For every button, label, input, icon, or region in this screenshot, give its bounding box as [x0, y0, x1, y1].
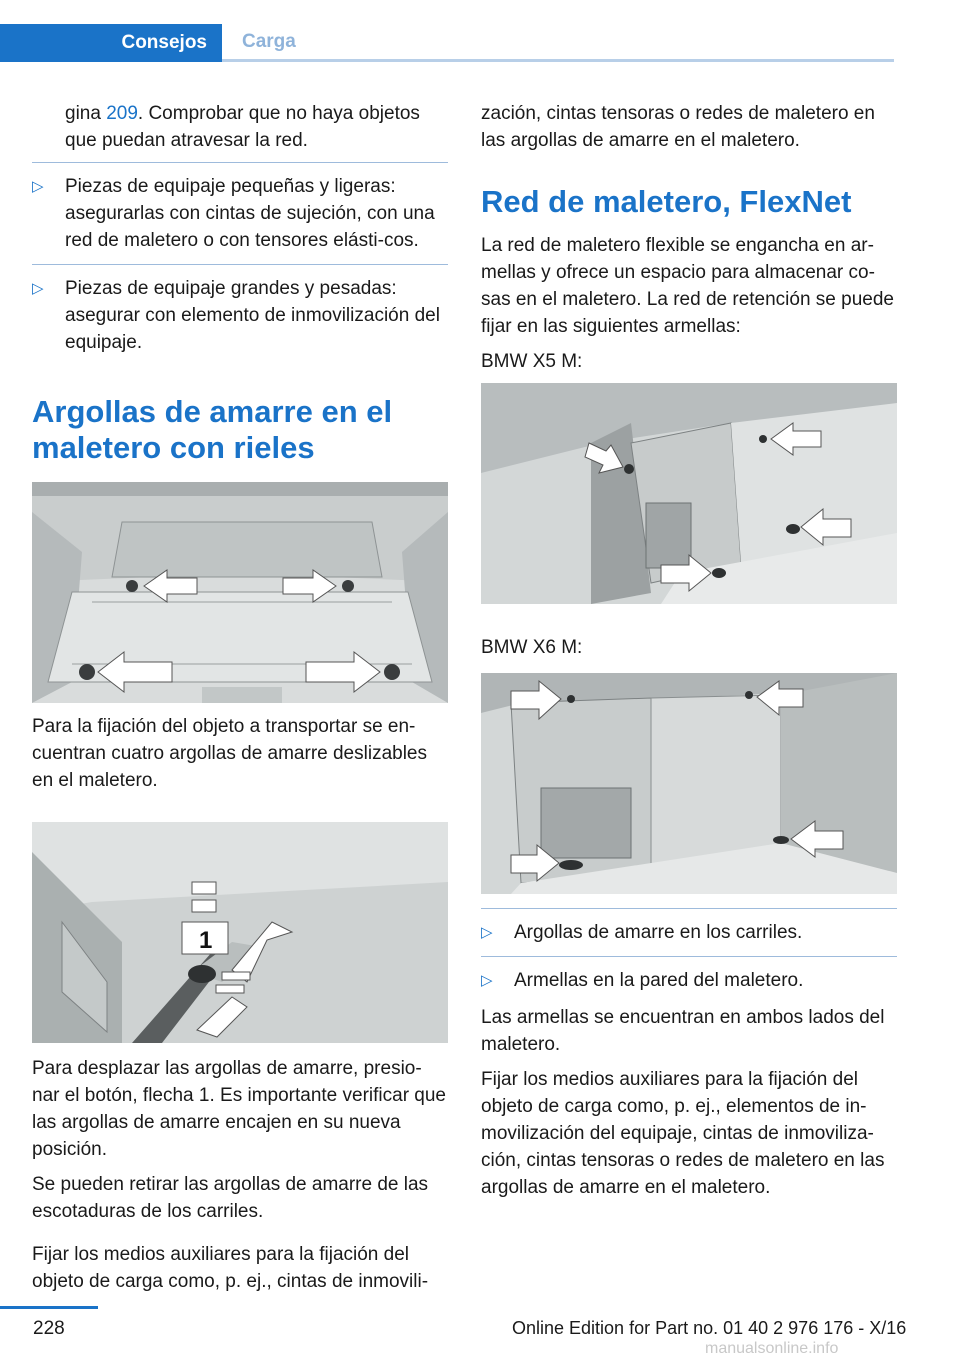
divider: [32, 162, 448, 163]
paragraph: Para desplazar las argollas de amarre, presio-nar el botón, flecha 1. Es importante verificar que las argollas de amarre encajen en su nueva posición.: [32, 1058, 447, 1160]
watermark: manualsonline.info: [705, 1340, 839, 1357]
edition-text: Online Edition for Part no. 01 40 2 976 176 - X/16: [512, 1318, 907, 1338]
page-link[interactable]: 209: [106, 103, 138, 124]
caption-x6: BMW X6 M:: [481, 637, 583, 658]
paragraph: Fijar los medios auxiliares para la fijación del objeto de carga como, p. ej., cintas de inmovili-: [32, 1244, 429, 1292]
page-number: 228: [33, 1318, 65, 1339]
triangle-bullet-icon: ▷: [32, 280, 44, 297]
trunk-lashing-eyes-image: [32, 482, 448, 703]
list-item: ▷ Piezas de equipaje pequeñas y ligeras: asegurarlas con cintas de sujeción, con una red de maletero o con tensores elásti-cos.: [32, 173, 448, 254]
tab-consejos[interactable]: Consejos: [0, 24, 222, 62]
divider: [32, 264, 448, 265]
footer-rule: [0, 1306, 98, 1309]
section-heading: Argollas de amarre en el maletero con rieles: [32, 394, 393, 465]
list-item: ▷ Argollas de amarre en los carriles.: [481, 919, 897, 946]
paragraph: Se pueden retirar las argollas de amarre de las escotaduras de los carriles.: [32, 1174, 429, 1222]
paragraph: La red de maletero flexible se engancha en ar-mellas y ofrece un espacio para almacenar co-sas en el maletero. La red de retención se puede fijar en las siguientes armellas:: [481, 235, 894, 337]
paragraph: Para la fijación del objeto a transportar se en-cuentran cuatro argollas de amarre deslizables en el maletero.: [32, 716, 427, 791]
triangle-bullet-icon: ▷: [32, 178, 44, 195]
rail-button-image: [32, 822, 448, 1043]
right-column: [481, 100, 897, 1209]
list-item: ▷ Piezas de equipaje grandes y pesadas: asegurar con elemento de inmovilización del equipaje.: [32, 275, 448, 356]
paragraph: Las armellas se encuentran en ambos lados del maletero.: [481, 1007, 885, 1055]
paragraph: zación, cintas tensoras o redes de maletero en las argollas de amarre en el maletero.: [481, 103, 875, 151]
x5m-trunk-image: [481, 383, 897, 604]
paragraph: Fijar los medios auxiliares para la fijación del objeto de carga como, p. ej., elementos de in-movilización del equipaje, cintas de inmoviliza-ción, cintas tensoras o redes de maletero en las argollas de amarre en el maletero.: [481, 1069, 885, 1198]
triangle-bullet-icon: ▷: [481, 972, 493, 989]
triangle-bullet-icon: ▷: [481, 924, 493, 941]
section-heading: Red de maletero, FlexNet: [481, 184, 852, 219]
divider: [481, 908, 897, 909]
list-item: ▷ Armellas en la pared del maletero.: [481, 967, 897, 994]
left-column: [32, 100, 448, 1303]
tab-carga[interactable]: Carga: [222, 24, 894, 62]
continued-text: gina 209. Comprobar que no haya objetos que puedan atravesar la red.: [65, 103, 420, 151]
header-tabs: [0, 0, 960, 62]
x6m-trunk-image: [481, 673, 897, 894]
divider: [481, 956, 897, 957]
arrow-label: 1: [199, 927, 213, 954]
caption-x5: BMW X5 M:: [481, 351, 583, 372]
